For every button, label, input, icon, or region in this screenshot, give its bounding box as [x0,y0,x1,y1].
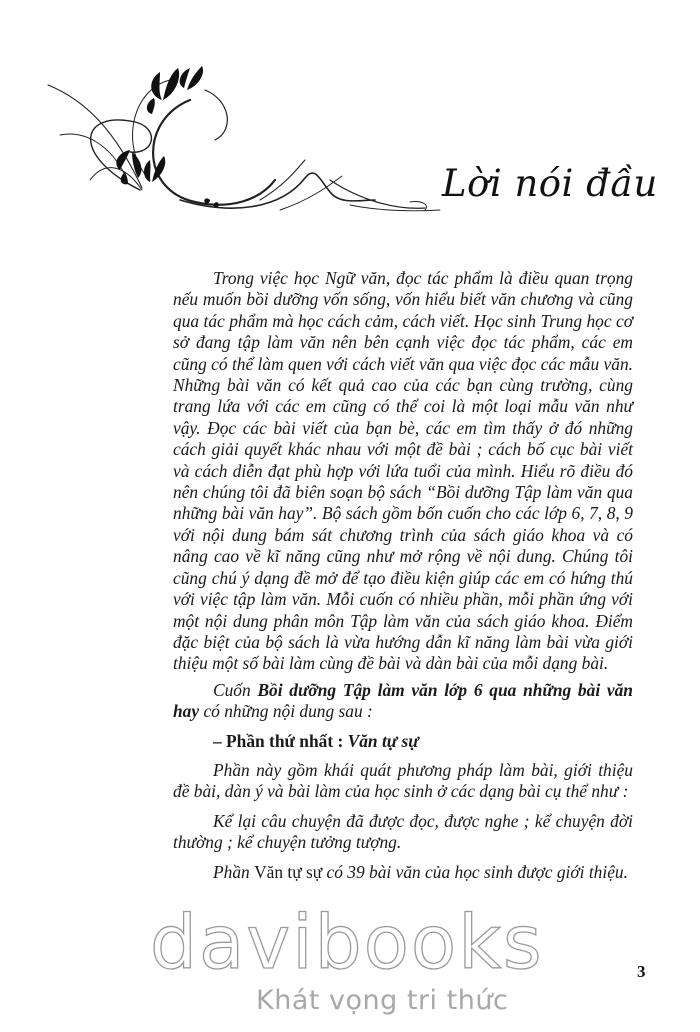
watermark-brand: davibooks [150,900,544,986]
part-topic: Văn tự sự [347,730,419,751]
story-types: Kể lại câu chuyện đã được đọc, được nghe ; kể chuyện đời thường ; kể chuyện tưởng tượng. [173,810,633,853]
count-suffix: có 39 bài văn của học sinh được giới thiệu. [322,861,628,882]
book-paragraph [173,680,633,723]
book-paragraph-prefix: Cuốn [213,679,258,700]
part-heading [173,731,633,752]
count-topic: Văn tự sự [254,861,323,882]
book-title: Bồi dưỡng Tập làm văn lớp 6 qua những bài văn hay [173,679,633,722]
intro-paragraph: Trong việc học Ngữ văn, đọc tác phẩm là điều quan trọng nếu muốn bồi dưỡng vốn sống, vốn hiểu biết văn chương và cũng qua tác phẩm mà học cách cảm, cách viết. Học sinh Trung học cơ sở đang tập làm văn nên bên cạnh việc đọc tác phẩm, các em cũng có thể làm quen với cách viết văn qua việc đọc các mẫu văn. Những bài văn có kết quả cao của các bạn cùng trường, cùng trang lứa với các em cũng có thể coi là một loại mẫu văn như vậy. Đọc các bài viết của bạn bè, các em tìm thấy ở đó những cách giải quyết khác nhau với một đề bài ; cách bố cục bài viết và cách diễn đạt phù hợp với lứa tuổi của mình. Hiểu rõ điều đó nên chúng tôi đã biên soạn bộ sách “Bồi dưỡng Tập làm văn qua những bài văn hay”. Bộ sách gồm bốn cuốn cho các lớp 6, 7, 8, 9 với nội dung bám sát chương trình của sách giáo khoa và có nâng cao về kĩ năng cũng như mở rộng về nội dung. Chúng tôi cũng chú ý dạng đề mở để tạo điều kiện giúp các em có hứng thú với việc tập làm văn. Mỗi cuốn có nhiều phần, mỗi phần ứng với một nội dung phân môn Tập làm văn của sách giáo khoa. Điểm đặc biệt của bộ sách là vừa hướng dẫn kĩ năng làm bài vừa giới thiệu một số bài làm cùng đề bài và dàn bài của mỗi dạng bài. [173,268,633,674]
watermark-tagline: Khát vọng tri thức [256,985,509,1016]
page-number: 3 [637,962,646,981]
book-paragraph-suffix: có những nội dung sau : [199,701,373,722]
part-description: Phần này gồm khái quát phương pháp làm bài, giới thiệu đề bài, dàn ý và bài làm của học sinh ở các dạng bài cụ thể như : [173,759,633,802]
count-prefix: Phần [213,861,255,882]
page-title: Lời nói đầu [442,162,658,205]
part-label: – Phần thứ nhất : [213,730,348,751]
butterfly-ornament [30,60,450,230]
body-text [173,268,633,883]
count-paragraph [173,862,633,883]
